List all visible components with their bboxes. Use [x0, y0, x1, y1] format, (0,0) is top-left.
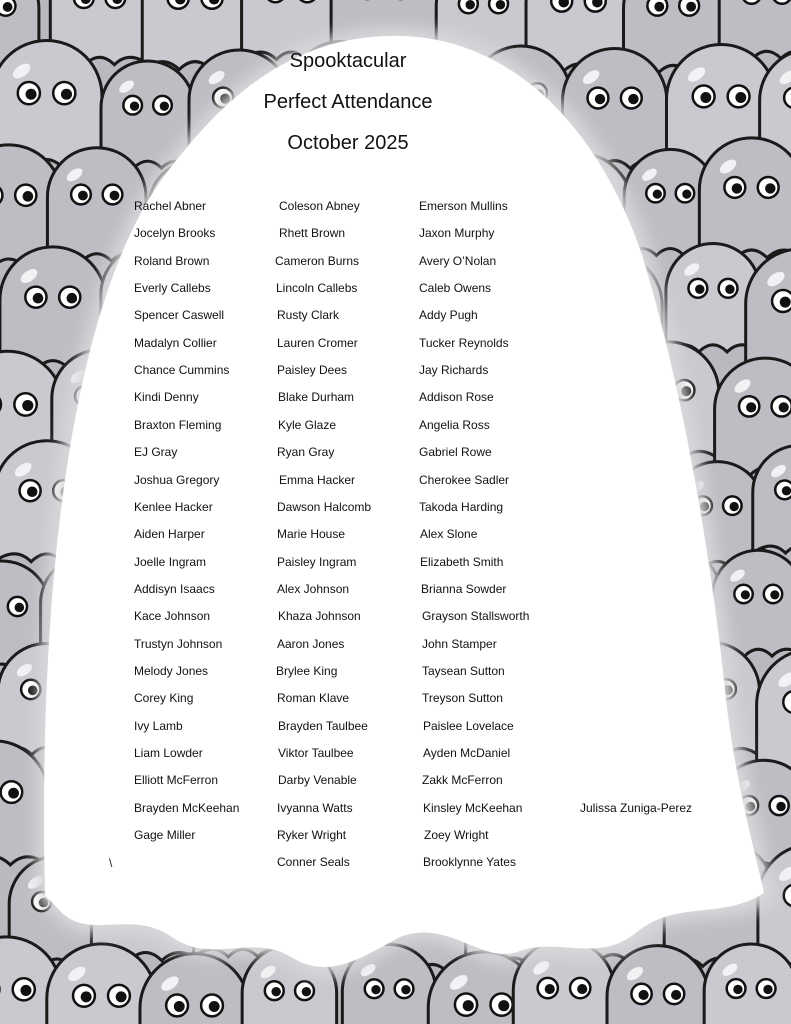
student-name: Paisley Ingram [277, 554, 357, 569]
student-name: Conner Seals [277, 855, 350, 870]
student-name: Corey King [134, 691, 194, 706]
student-name: Zakk McFerron [422, 773, 503, 788]
student-name: Madalyn Collier [134, 335, 217, 350]
student-name: Elliott McFerron [134, 773, 219, 788]
student-name: Paisley Dees [277, 363, 348, 378]
student-name: Darby Venable [278, 773, 357, 788]
student-name: Cameron Burns [275, 253, 360, 268]
student-name: Ryker Wright [277, 828, 347, 843]
student-name: Viktor Taulbee [278, 746, 354, 760]
student-name: Brooklynne Yates [423, 855, 516, 870]
student-name: Jay Richards [419, 363, 489, 378]
student-name: Melody Jones [134, 663, 209, 678]
student-name: Trustyn Johnson [134, 636, 223, 651]
student-name: Spencer Caswell [134, 308, 225, 323]
student-name: Angelia Ross [419, 417, 490, 432]
student-name: Ayden McDaniel [423, 746, 511, 760]
student-name: Rhett Brown [279, 226, 346, 241]
title-perfect-attendance: Perfect Attendance [263, 91, 433, 113]
student-name: Ivyanna Watts [277, 800, 353, 815]
student-name: Chance Cummins [134, 363, 230, 378]
student-name: Joelle Ingram [134, 554, 207, 569]
student-name: Tucker Reynolds [419, 335, 509, 350]
student-name: Kindi Denny [134, 390, 199, 405]
student-name: EJ Gray [134, 445, 178, 460]
student-name: Caleb Owens [419, 281, 492, 296]
student-name: Addisyn Isaacs [134, 581, 215, 596]
student-name: Kyle Glaze [278, 417, 337, 432]
student-name: Jaxon Murphy [419, 226, 495, 241]
student-name: Paislee Lovelace [423, 718, 514, 733]
student-name: Elizabeth Smith [420, 554, 504, 569]
student-name: Roman Klave [277, 691, 350, 706]
stray-mark: \ [109, 856, 113, 870]
student-name: Ivy Lamb [134, 718, 183, 733]
student-name: Liam Lowder [134, 746, 203, 760]
student-name: John Stamper [422, 636, 497, 651]
student-name: Addy Pugh [419, 308, 478, 323]
student-name: Emma Hacker [279, 472, 356, 487]
student-name: Cherokee Sadler [419, 472, 510, 487]
student-name: Rachel Abner [134, 199, 207, 213]
student-name: Grayson Stallsworth [422, 609, 530, 624]
student-name: Everly Callebs [134, 281, 211, 296]
student-name: Avery O’Nolan [419, 253, 497, 268]
title-month-year: October 2025 [287, 132, 409, 154]
student-name: Treyson Sutton [422, 691, 503, 706]
student-name: Brayden McKeehan [134, 800, 240, 815]
student-name: Aiden Harper [134, 527, 205, 542]
student-name: Addison Rose [419, 390, 494, 405]
student-name: Coleson Abney [279, 199, 360, 213]
student-name: Rusty Clark [277, 308, 340, 323]
student-name: Lincoln Callebs [276, 281, 358, 296]
student-name: Takoda Harding [419, 499, 504, 514]
student-name: Ryan Gray [277, 445, 335, 460]
student-name: Kace Johnson [134, 609, 211, 624]
student-name: Roland Brown [134, 253, 210, 268]
student-name: Zoey Wright [424, 828, 489, 843]
student-name: Lauren Cromer [277, 335, 358, 350]
student-name: Brylee King [276, 663, 338, 678]
student-name: Joshua Gregory [134, 472, 220, 487]
student-name: Braxton Fleming [134, 417, 222, 432]
student-name: Dawson Halcomb [277, 499, 372, 514]
student-name: Alex Johnson [277, 581, 350, 596]
student-name: Kinsley McKeehan [423, 800, 523, 815]
student-name: Kenlee Hacker [134, 499, 213, 514]
student-name: Emerson Mullins [419, 199, 508, 213]
student-name: Brianna Sowder [421, 581, 507, 596]
student-name: Gabriel Rowe [419, 445, 492, 460]
student-name: Blake Durham [278, 390, 355, 405]
student-name: Khaza Johnson [278, 609, 361, 624]
student-name: Marie House [277, 527, 346, 542]
student-name: Alex Slone [420, 527, 478, 542]
student-name: Jocelyn Brooks [134, 226, 216, 241]
student-name: Julissa Zuniga-Perez [580, 801, 693, 815]
student-name: Taysean Sutton [422, 663, 505, 678]
student-name: Brayden Taulbee [278, 718, 368, 733]
student-name: Gage Miller [134, 828, 196, 843]
student-name: Aaron Jones [277, 636, 345, 651]
title-spooktacular: Spooktacular [289, 50, 407, 72]
